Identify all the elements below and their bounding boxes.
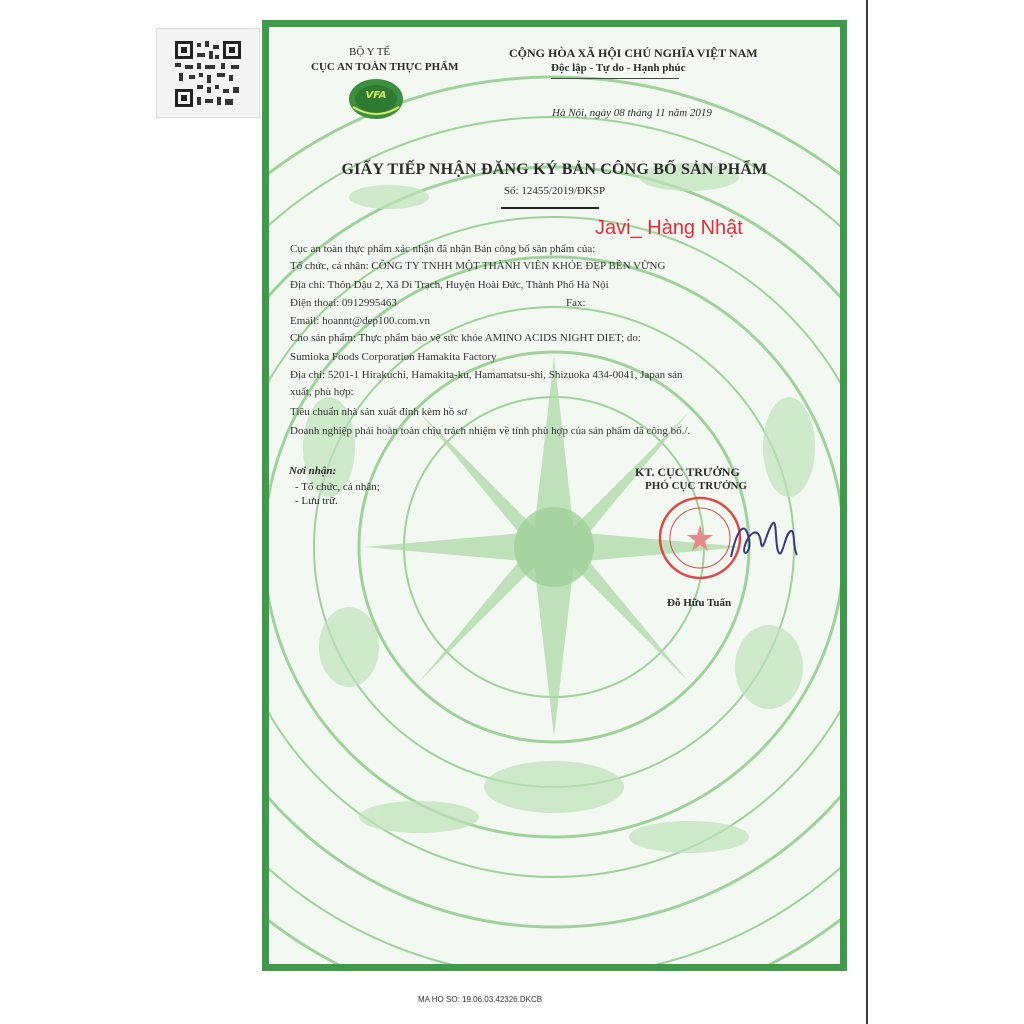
document-number: Số: 12455/2019/ĐKSP — [503, 185, 606, 197]
body-line: Doanh nghiệp phải hoàn toàn chịu trách nhiệm về tính phù hợp của sản phẩm đã công bố./. — [290, 425, 691, 437]
recipients-title: Nơi nhận: — [289, 465, 337, 477]
recipient-item: - Tổ chức, cá nhân; — [295, 481, 380, 493]
seller-watermark: Javi_ Hàng Nhật — [595, 217, 743, 239]
body-line: Cục an toàn thực phẩm xác nhận đã nhận Bản công bố sản phẩm của: — [290, 243, 596, 255]
agency-name: CỤC AN TOÀN THỰC PHẨM — [311, 61, 459, 73]
page-divider-line — [866, 0, 868, 1024]
vfa-logo-text: VFA — [365, 90, 387, 101]
body-line: Cho sản phẩm: Thực phẩm bảo vệ sức khỏe AMINO ACIDS NIGHT DIET; do: — [290, 332, 641, 344]
body-line: Địa chỉ: 5201-1 Hirakuchi, Hamakita-ku, Hamamatsu-shi, Shizuoka 434-0041, Japan sản — [290, 369, 683, 381]
motto-underline — [551, 78, 679, 79]
recipient-item: - Lưu trữ. — [295, 495, 338, 507]
vfa-logo — [347, 77, 405, 121]
body-line: xuất, phù hợp: — [290, 386, 354, 398]
issue-date: Hà Nội, ngày 08 tháng 11 năm 2019 — [552, 107, 712, 119]
signer-deputy-title: PHÓ CỤC TRƯỞNG — [645, 480, 748, 492]
body-line: Tổ chức, cá nhân: CÔNG TY TNHH MỘT THÀNH VIÊN KHỎE ĐẸP BỀN VỮNG — [290, 260, 666, 272]
fax-label: Fax: — [566, 297, 586, 309]
qr-code — [156, 28, 260, 118]
body-line: Điện thoại: 0912995463 — [290, 297, 397, 309]
republic-heading: CỘNG HÒA XÃ HỘI CHỦ NGHĨA VIỆT NAM — [509, 46, 758, 60]
signer-name: Đỗ Hữu Tuấn — [667, 597, 732, 609]
body-line: Tiêu chuẩn nhà sản xuất đính kèm hồ sơ — [290, 406, 468, 418]
ministry-name: BỘ Y TẾ — [349, 46, 391, 58]
registration-certificate — [262, 20, 847, 971]
signer-role: KT. CỤC TRƯỞNG — [635, 465, 740, 479]
body-line: Sumioka Foods Corporation Hamakita Factory — [290, 351, 497, 363]
handwritten-signature — [727, 509, 801, 571]
dossier-code: MA HO SO: 19.06.03.42326.DKCB — [418, 995, 543, 1004]
qr-code-icon — [175, 41, 241, 107]
title-divider — [501, 207, 599, 209]
body-line: Email: hoannt@dep100.com.vn — [290, 315, 430, 327]
national-motto: Độc lập - Tự do - Hạnh phúc — [551, 62, 686, 74]
document-title: GIẤY TIẾP NHẬN ĐĂNG KÝ BẢN CÔNG BỐ SẢN PHẨM — [341, 161, 768, 178]
body-line: Địa chỉ: Thôn Dậu 2, Xã Di Trạch, Huyện Hoài Đức, Thành Phố Hà Nội — [290, 279, 609, 291]
